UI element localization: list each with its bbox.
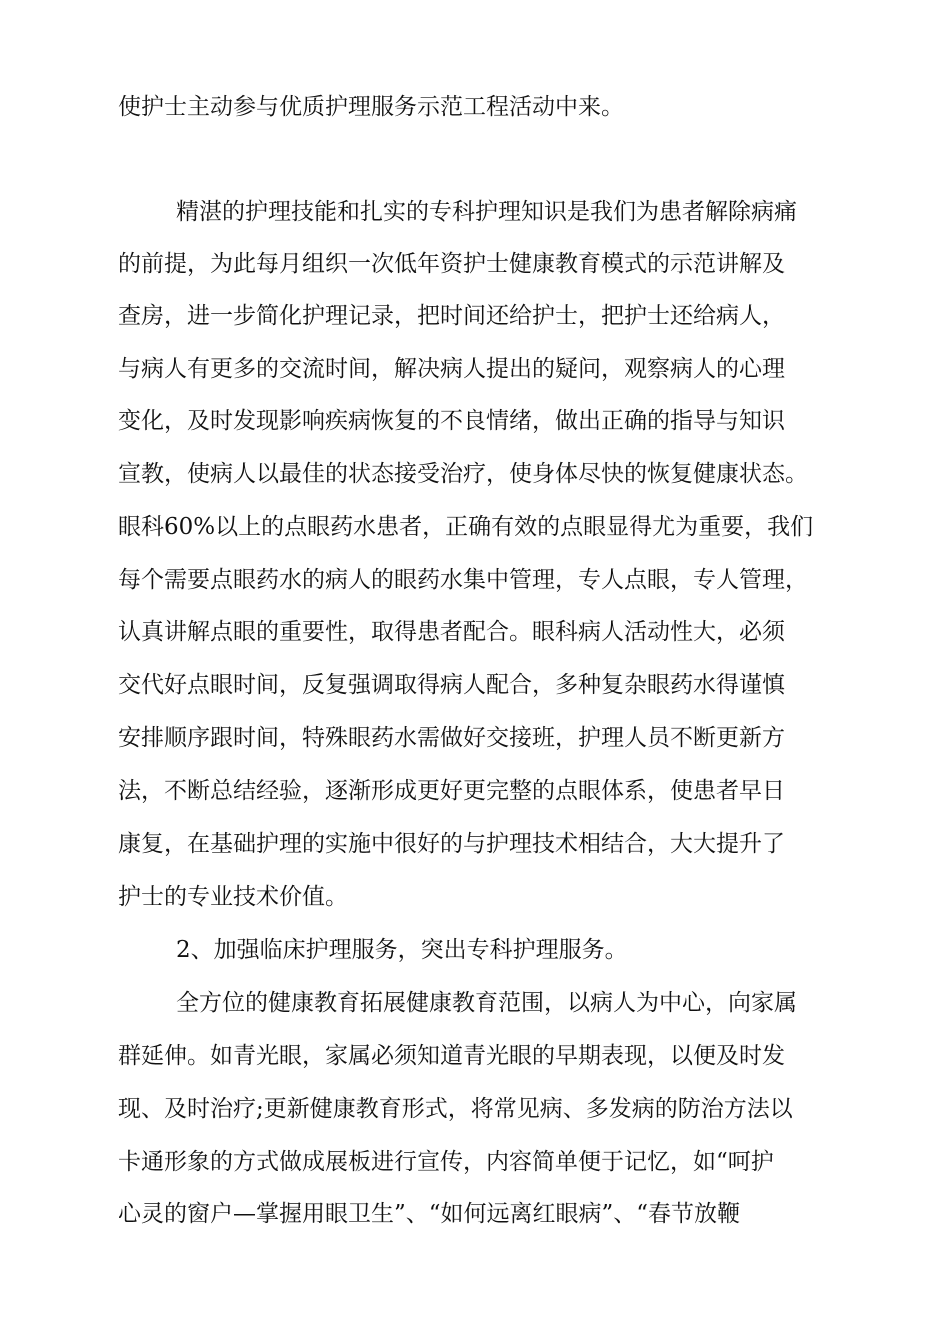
text-line: 卡通形象的方式做成展板进行宣传，内容简单便于记忆，如“呵护 [118, 1149, 774, 1175]
text-line: 法，不断总结经验，逐渐形成更好更完整的点眼体系，使患者早日 [118, 778, 785, 804]
text-line: 安排顺序跟时间，特殊眼药水需做好交接班，护理人员不断更新方 [118, 725, 785, 751]
text-line: 交代好点眼时间，反复强调取得病人配合，多种复杂眼药水得谨慎 [118, 672, 785, 698]
text-line: 全方位的健康教育拓展健康教育范围，以病人为中心，向家属 [176, 990, 797, 1016]
text-line: 与病人有更多的交流时间，解决病人提出的疑问，观察病人的心理 [118, 356, 785, 382]
text-line: 认真讲解点眼的重要性，取得患者配合。眼科病人活动性大，必须 [118, 619, 785, 645]
section-heading: 2、加强临床护理服务，突出专科护理服务。 [176, 937, 628, 963]
text-line: 变化，及时发现影响疾病恢复的不良情绪，做出正确的指导与知识 [118, 408, 785, 434]
text-line: 护士的专业技术价值。 [118, 884, 348, 910]
text-line: 心灵的窗户—掌握用眼卫生”、“如何远离红眼病”、“春节放鞭 [118, 1201, 741, 1227]
text-line: 群延伸。如青光眼，家属必须知道青光眼的早期表现，以便及时发 [118, 1043, 785, 1069]
text-line: 每个需要点眼药水的病人的眼药水集中管理，专人点眼，专人管理， [118, 567, 808, 593]
text-line: 使护士主动参与优质护理服务示范工程活动中来。 [118, 94, 624, 120]
text-line: 眼科60%以上的点眼药水患者，正确有效的点眼显得尤为重要，我们 [118, 514, 814, 540]
text-line: 宣教，使病人以最佳的状态接受治疗，使身体尽快的恢复健康状态。 [118, 461, 808, 487]
text-line: 精湛的护理技能和扎实的专科护理知识是我们为患者解除病痛 [176, 199, 797, 225]
text-line: 现、及时治疗;更新健康教育形式，将常见病、多发病的防治方法以 [118, 1096, 793, 1122]
text-line: 查房，进一步简化护理记录，把时间还给护士，把护士还给病人， [118, 303, 785, 329]
text-line: 康复，在基础护理的实施中很好的与护理技术相结合，大大提升了 [118, 831, 785, 857]
text-line: 的前提，为此每月组织一次低年资护士健康教育模式的示范讲解及 [118, 251, 785, 277]
